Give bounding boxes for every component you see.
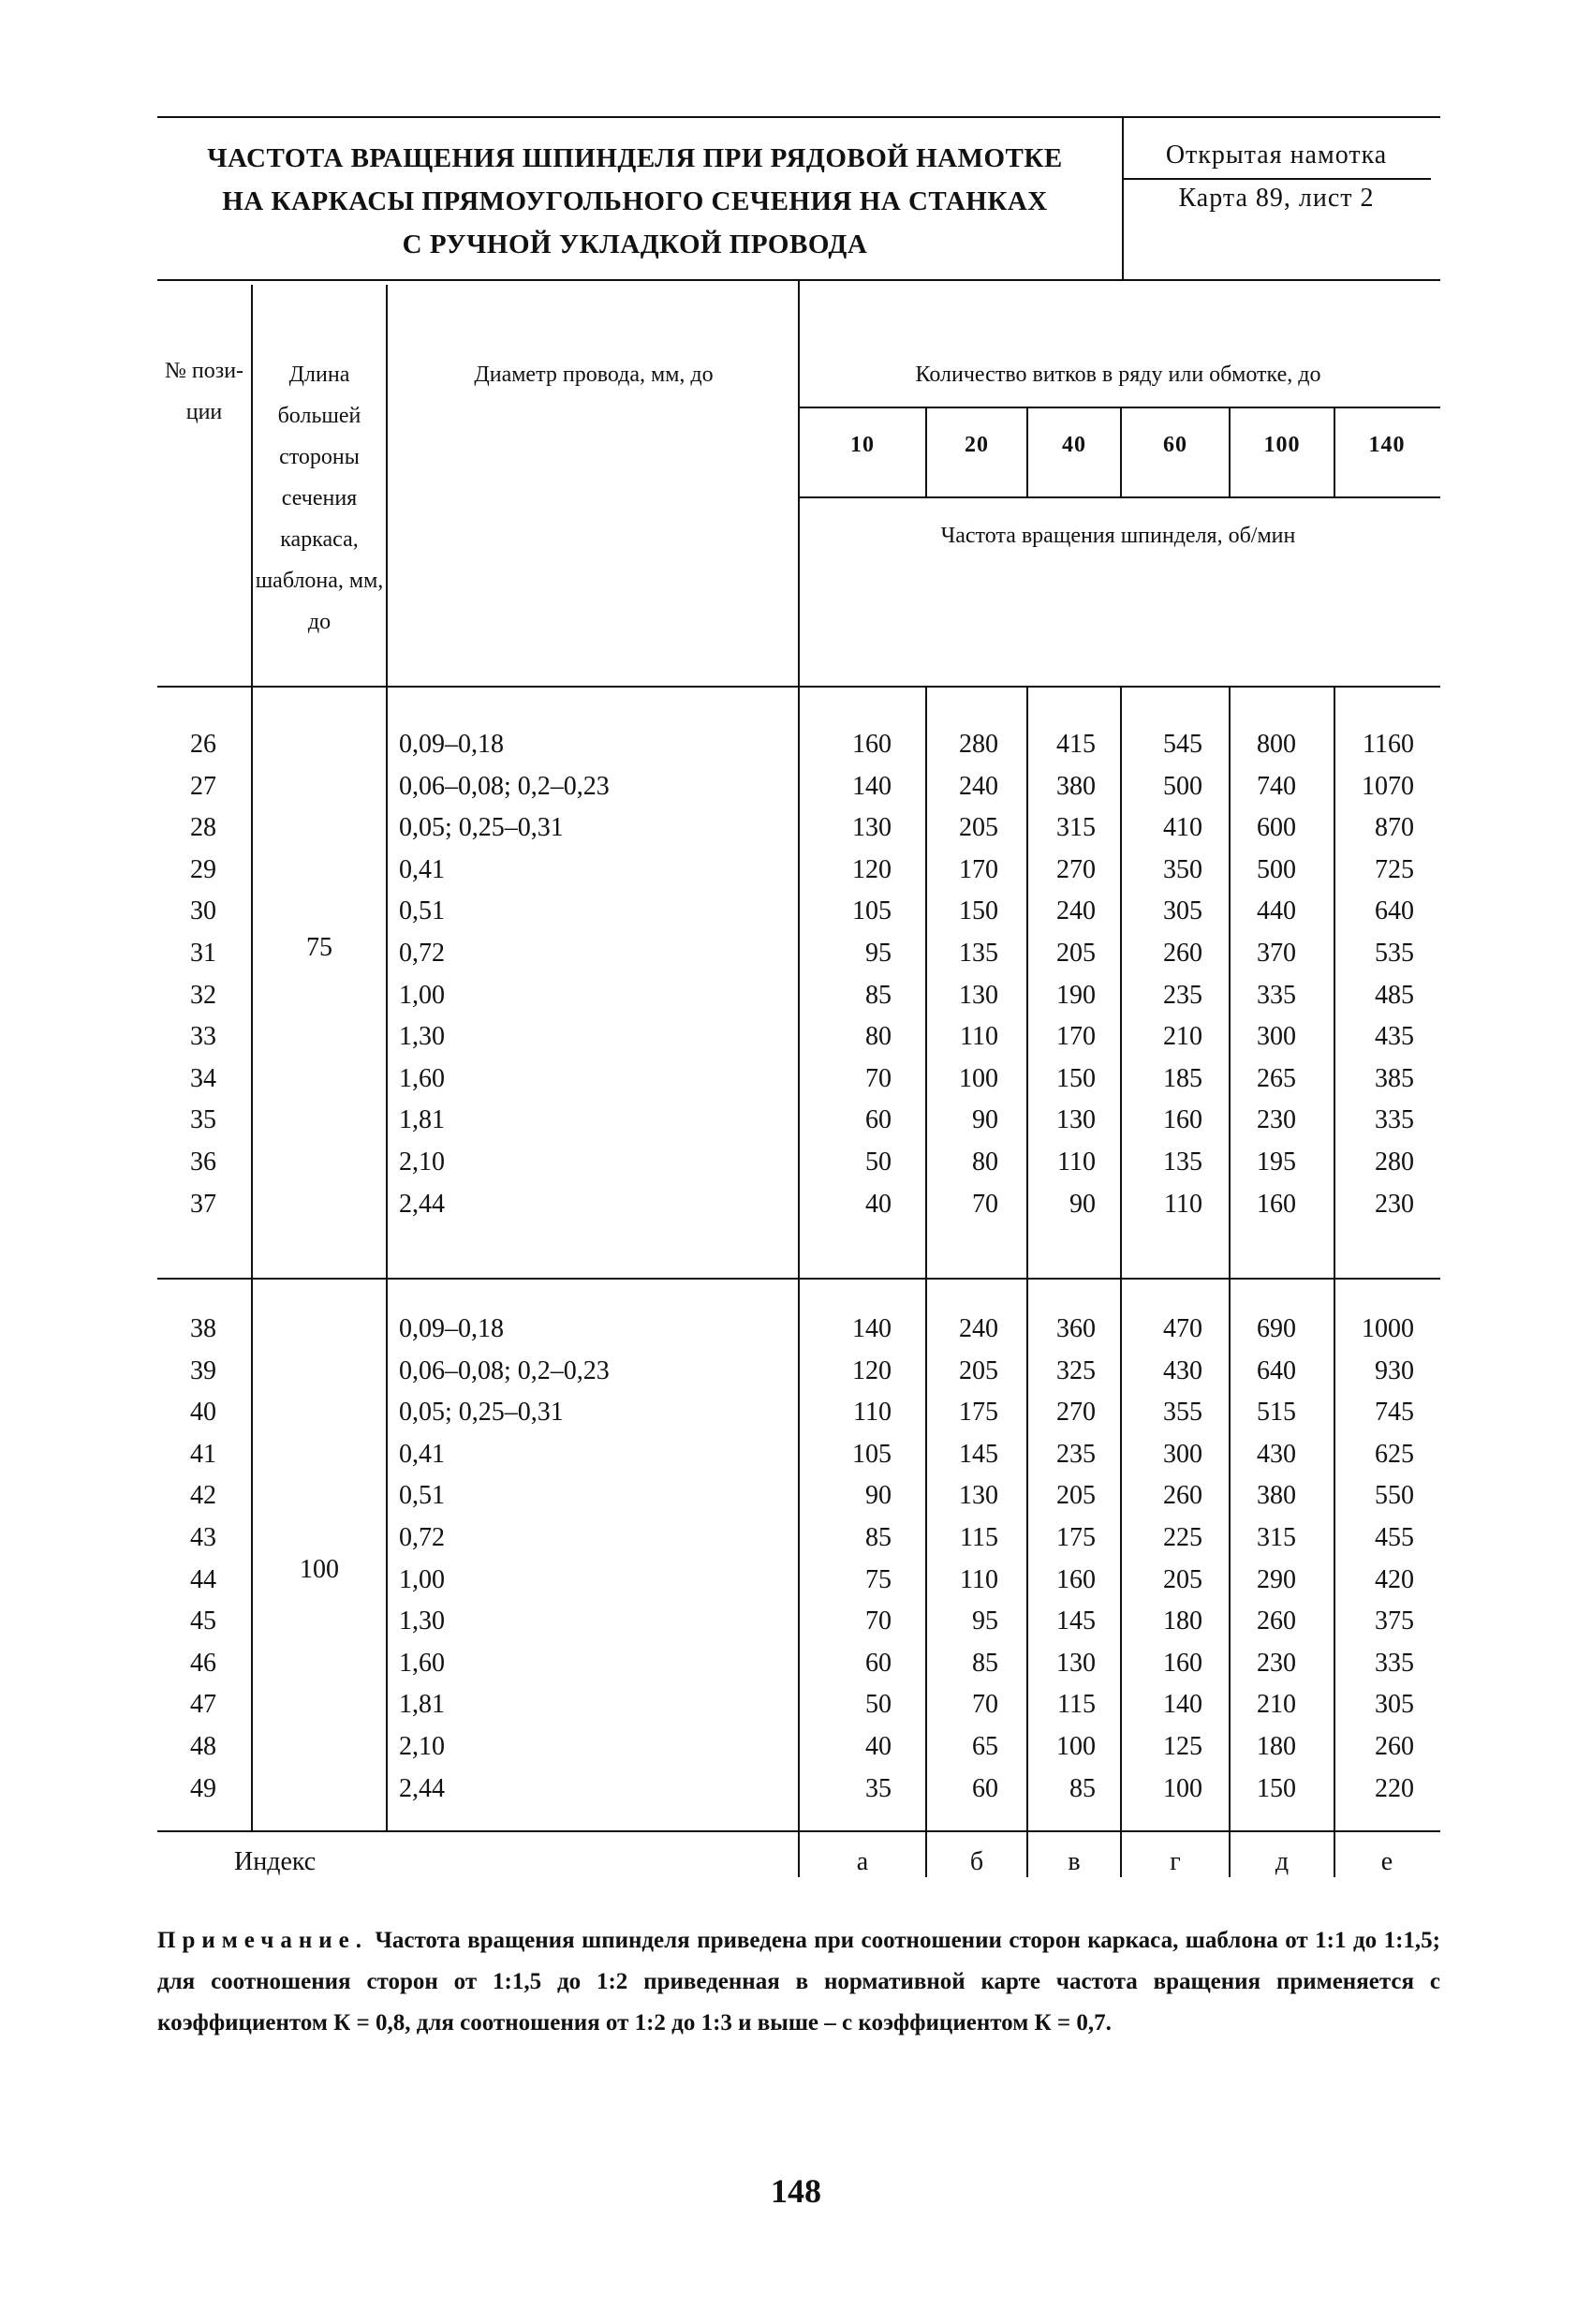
row-frequency-value: 470 — [1163, 1314, 1202, 1343]
row-frequency-value: 70 — [865, 1606, 892, 1636]
row-frequency-value: 205 — [959, 1355, 998, 1385]
row-frequency-value: 930 — [1375, 1355, 1414, 1385]
row-frequency-value: 335 — [1257, 980, 1296, 1010]
row-diameter: 2,44 — [399, 1189, 445, 1219]
row-frequency-value: 205 — [1056, 939, 1096, 968]
row-diameter: 2,10 — [399, 1147, 445, 1177]
row-frequency-value: 140 — [852, 1314, 892, 1343]
row-frequency-value: 105 — [852, 896, 892, 926]
row-frequency-value: 70 — [972, 1690, 998, 1720]
row-frequency-value: 230 — [1257, 1105, 1296, 1135]
row-frequency-value: 260 — [1163, 1481, 1202, 1511]
row-frequency-value: 225 — [1163, 1523, 1202, 1552]
title-line-1: ЧАСТОТА ВРАЩЕНИЯ ШПИНДЕЛЯ ПРИ РЯДОВОЙ НАМОТКЕ — [207, 143, 1063, 173]
row-frequency-value: 305 — [1163, 896, 1202, 926]
row-frequency-value: 160 — [852, 730, 892, 759]
row-diameter: 0,05; 0,25–0,31 — [399, 813, 564, 843]
col-line-diameter — [386, 285, 388, 1830]
row-frequency-value: 290 — [1257, 1564, 1296, 1594]
row-frequency-value: 1070 — [1362, 771, 1414, 801]
row-frequency-value: 300 — [1257, 1022, 1296, 1052]
index-g: г — [1170, 1847, 1181, 1876]
row-frequency-value: 315 — [1056, 813, 1096, 843]
row-frequency-value: 335 — [1375, 1648, 1414, 1678]
row-diameter: 1,00 — [399, 980, 445, 1010]
footnote-label: Примечание. — [157, 1928, 369, 1953]
row-frequency-value: 235 — [1163, 980, 1202, 1010]
row-frequency-value: 110 — [1164, 1189, 1202, 1219]
header-length: Длина большей стороны сечения каркаса, шаблона, мм, до — [255, 363, 384, 634]
row-position: 44 — [190, 1564, 216, 1594]
row-diameter: 0,06–0,08; 0,2–0,23 — [399, 771, 610, 801]
top-rule — [157, 116, 1440, 118]
row-frequency-value: 220 — [1375, 1773, 1414, 1803]
index-label: Индекс — [234, 1847, 317, 1876]
row-frequency-value: 65 — [972, 1732, 998, 1761]
row-frequency-value: 85 — [972, 1648, 998, 1678]
row-diameter: 0,72 — [399, 939, 445, 968]
row-frequency-value: 130 — [959, 980, 998, 1010]
row-frequency-value: 415 — [1056, 730, 1096, 759]
row-frequency-value: 150 — [1056, 1063, 1096, 1093]
row-diameter: 2,44 — [399, 1773, 445, 1803]
turns-column-40: 40 — [1062, 433, 1086, 457]
row-frequency-value: 50 — [865, 1147, 892, 1177]
row-position: 49 — [190, 1773, 216, 1803]
row-frequency-value: 90 — [972, 1105, 998, 1135]
row-frequency-value: 130 — [959, 1481, 998, 1511]
row-frequency-value: 120 — [852, 1355, 892, 1385]
row-frequency-value: 385 — [1375, 1063, 1414, 1093]
row-position: 36 — [190, 1147, 216, 1177]
row-frequency-value: 160 — [1257, 1189, 1296, 1219]
group-length-100: 100 — [300, 1555, 339, 1584]
row-frequency-value: 455 — [1375, 1523, 1414, 1552]
index-e: е — [1380, 1847, 1393, 1876]
row-frequency-value: 80 — [972, 1147, 998, 1177]
row-diameter: 0,05; 0,25–0,31 — [399, 1398, 564, 1428]
row-frequency-value: 350 — [1163, 854, 1202, 884]
row-position: 40 — [190, 1398, 216, 1428]
row-diameter: 2,10 — [399, 1732, 445, 1761]
row-diameter: 1,81 — [399, 1690, 445, 1720]
row-frequency-value: 80 — [865, 1022, 892, 1052]
row-diameter: 1,30 — [399, 1606, 445, 1636]
row-diameter: 1,00 — [399, 1564, 445, 1594]
row-frequency-value: 40 — [865, 1189, 892, 1219]
row-frequency-value: 265 — [1257, 1063, 1296, 1093]
row-frequency-value: 60 — [865, 1105, 892, 1135]
row-frequency-value: 125 — [1163, 1732, 1202, 1761]
row-frequency-value: 180 — [1163, 1606, 1202, 1636]
row-frequency-value: 90 — [1069, 1189, 1096, 1219]
row-frequency-value: 270 — [1056, 854, 1096, 884]
row-position: 43 — [190, 1523, 216, 1552]
row-frequency-value: 40 — [865, 1732, 892, 1761]
row-frequency-value: 110 — [1057, 1147, 1096, 1177]
row-frequency-value: 280 — [1375, 1147, 1414, 1177]
row-frequency-value: 240 — [959, 1314, 998, 1343]
row-frequency-value: 190 — [1056, 980, 1096, 1010]
row-diameter: 0,09–0,18 — [399, 1314, 504, 1343]
row-frequency-value: 1160 — [1363, 730, 1414, 759]
title-line-3: С РУЧНОЙ УКЛАДКОЙ ПРОВОДА — [402, 229, 868, 259]
title-line-2: НА КАРКАСЫ ПРЯМОУГОЛЬНОГО СЕЧЕНИЯ НА СТАНКАХ — [222, 186, 1048, 216]
row-frequency-value: 300 — [1163, 1439, 1202, 1469]
row-frequency-value: 145 — [959, 1439, 998, 1469]
row-frequency-value: 260 — [1375, 1732, 1414, 1761]
row-frequency-value: 740 — [1257, 771, 1296, 801]
row-frequency-value: 90 — [865, 1481, 892, 1511]
row-frequency-value: 325 — [1056, 1355, 1096, 1385]
row-frequency-value: 175 — [1056, 1523, 1096, 1552]
row-frequency-value: 375 — [1375, 1606, 1414, 1636]
row-frequency-value: 745 — [1375, 1398, 1414, 1428]
row-position: 39 — [190, 1355, 216, 1385]
row-frequency-value: 430 — [1257, 1439, 1296, 1469]
row-diameter: 0,51 — [399, 1481, 445, 1511]
row-diameter: 0,72 — [399, 1523, 445, 1552]
row-frequency-value: 270 — [1056, 1398, 1096, 1428]
row-frequency-value: 690 — [1257, 1314, 1296, 1343]
row-frequency-value: 70 — [865, 1063, 892, 1093]
row-frequency-value: 360 — [1056, 1314, 1096, 1343]
row-frequency-value: 95 — [865, 939, 892, 968]
row-frequency-value: 380 — [1056, 771, 1096, 801]
row-frequency-value: 100 — [959, 1063, 998, 1093]
row-frequency-value: 230 — [1375, 1189, 1414, 1219]
row-frequency-value: 120 — [852, 854, 892, 884]
row-frequency-value: 110 — [853, 1398, 892, 1428]
row-frequency-value: 130 — [852, 813, 892, 843]
row-frequency-value: 85 — [865, 980, 892, 1010]
row-frequency-value: 185 — [1163, 1063, 1202, 1093]
row-diameter: 1,60 — [399, 1648, 445, 1678]
turns-column-60: 60 — [1163, 433, 1187, 457]
row-frequency-value: 205 — [1163, 1564, 1202, 1594]
row-diameter: 0,06–0,08; 0,2–0,23 — [399, 1355, 610, 1385]
row-diameter: 1,60 — [399, 1063, 445, 1093]
row-diameter: 1,30 — [399, 1022, 445, 1052]
turns-column-140: 140 — [1368, 433, 1406, 457]
row-position: 48 — [190, 1732, 216, 1761]
row-frequency-value: 75 — [865, 1564, 892, 1594]
row-position: 41 — [190, 1439, 216, 1469]
row-frequency-value: 100 — [1056, 1732, 1096, 1761]
page-number: 148 — [771, 2172, 821, 2210]
row-frequency-value: 545 — [1163, 730, 1202, 759]
footnote-text: Частота вращения шпинделя приведена при соотношении сторон каркаса, шаблона от 1:1 до 1:1,5; для соотношения сторон от 1:1,5 до 1:2 приведенная в нормативной карте частота вращения применяется с коэффициентом К = 0,8, для соотношения от 1:2 до 1:3 и выше – с коэффициентом К = 0,7. — [157, 1928, 1441, 2035]
row-frequency-value: 60 — [865, 1648, 892, 1678]
turns-columns-rule — [800, 496, 1440, 498]
row-frequency-value: 1000 — [1362, 1314, 1414, 1343]
row-frequency-value: 355 — [1163, 1398, 1202, 1428]
row-frequency-value: 305 — [1375, 1690, 1414, 1720]
row-diameter: 0,41 — [399, 854, 445, 884]
turns-column-20: 20 — [965, 433, 989, 457]
row-diameter: 0,09–0,18 — [399, 730, 504, 759]
turns-column-10: 10 — [850, 433, 875, 457]
row-diameter: 1,81 — [399, 1105, 445, 1135]
row-position: 34 — [190, 1063, 216, 1093]
row-frequency-value: 515 — [1257, 1398, 1296, 1428]
row-frequency-value: 435 — [1375, 1022, 1414, 1052]
row-frequency-value: 240 — [959, 771, 998, 801]
row-frequency-value: 535 — [1375, 939, 1414, 968]
row-frequency-value: 105 — [852, 1439, 892, 1469]
row-position: 42 — [190, 1481, 216, 1511]
row-frequency-value: 315 — [1257, 1523, 1296, 1552]
header-position: № пози- ции — [164, 359, 244, 424]
row-frequency-value: 260 — [1163, 939, 1202, 968]
footnote — [157, 1920, 1440, 2044]
row-frequency-value: 195 — [1257, 1147, 1296, 1177]
row-position: 38 — [190, 1314, 216, 1343]
row-diameter: 0,51 — [399, 896, 445, 926]
row-frequency-value: 160 — [1163, 1105, 1202, 1135]
row-frequency-value: 95 — [972, 1606, 998, 1636]
row-frequency-value: 230 — [1257, 1648, 1296, 1678]
row-position: 31 — [190, 939, 216, 968]
row-frequency-value: 240 — [1056, 896, 1096, 926]
row-frequency-value: 600 — [1257, 813, 1296, 843]
row-frequency-value: 370 — [1257, 939, 1296, 968]
row-position: 37 — [190, 1189, 216, 1219]
row-frequency-value: 485 — [1375, 980, 1414, 1010]
index-a: а — [856, 1847, 869, 1876]
row-frequency-value: 85 — [865, 1523, 892, 1552]
row-frequency-value: 70 — [972, 1189, 998, 1219]
row-frequency-value: 140 — [1163, 1690, 1202, 1720]
index-v: в — [1068, 1847, 1081, 1876]
row-frequency-value: 625 — [1375, 1439, 1414, 1469]
row-frequency-value: 380 — [1257, 1481, 1296, 1511]
row-frequency-value: 640 — [1257, 1355, 1296, 1385]
row-frequency-value: 115 — [960, 1523, 998, 1552]
row-frequency-value: 145 — [1056, 1606, 1096, 1636]
row-frequency-value: 440 — [1257, 896, 1296, 926]
row-frequency-value: 160 — [1056, 1564, 1096, 1594]
row-position: 32 — [190, 980, 216, 1010]
row-frequency-value: 725 — [1375, 854, 1414, 884]
index-b: б — [969, 1847, 984, 1876]
card-divider — [1122, 178, 1431, 180]
document-title — [157, 137, 1113, 266]
row-frequency-value: 85 — [1069, 1773, 1096, 1803]
turns-column-100: 100 — [1263, 433, 1301, 457]
row-position: 30 — [190, 896, 216, 926]
row-frequency-value: 280 — [959, 730, 998, 759]
row-frequency-value: 210 — [1163, 1022, 1202, 1052]
row-frequency-value: 235 — [1056, 1439, 1096, 1469]
group-length-75: 75 — [306, 933, 332, 962]
row-frequency-value: 130 — [1056, 1648, 1096, 1678]
row-frequency-value: 150 — [1257, 1773, 1296, 1803]
row-frequency-value: 135 — [959, 939, 998, 968]
row-position: 47 — [190, 1690, 216, 1720]
index-d: д — [1275, 1847, 1290, 1876]
row-frequency-value: 870 — [1375, 813, 1414, 843]
row-frequency-value: 110 — [960, 1564, 998, 1594]
header-diameter: Диаметр провода, мм, до — [474, 363, 714, 387]
card-type: Открытая намотка — [1165, 141, 1388, 170]
row-frequency-value: 800 — [1257, 730, 1296, 759]
row-frequency-value: 50 — [865, 1690, 892, 1720]
row-frequency-value: 110 — [960, 1022, 998, 1052]
row-frequency-value: 60 — [972, 1773, 998, 1803]
row-frequency-value: 130 — [1056, 1105, 1096, 1135]
header-turns: Количество витков в ряду или обмотке, до — [915, 363, 1321, 387]
row-position: 33 — [190, 1022, 216, 1052]
row-frequency-value: 210 — [1257, 1690, 1296, 1720]
row-frequency-value: 160 — [1163, 1648, 1202, 1678]
row-position: 26 — [190, 730, 216, 759]
row-frequency-value: 205 — [959, 813, 998, 843]
row-frequency-value: 140 — [852, 771, 892, 801]
card-number: Карта 89, лист 2 — [1178, 184, 1375, 213]
row-frequency-value: 640 — [1375, 896, 1414, 926]
row-frequency-value: 500 — [1257, 854, 1296, 884]
row-frequency-value: 500 — [1163, 771, 1202, 801]
row-frequency-value: 115 — [1057, 1690, 1096, 1720]
row-position: 29 — [190, 854, 216, 884]
row-position: 28 — [190, 813, 216, 843]
row-frequency-value: 100 — [1163, 1773, 1202, 1803]
header-frequency: Частота вращения шпинделя, об/мин — [940, 524, 1296, 548]
row-frequency-value: 170 — [1056, 1022, 1096, 1052]
row-frequency-value: 170 — [959, 854, 998, 884]
row-frequency-value: 550 — [1375, 1481, 1414, 1511]
row-frequency-value: 260 — [1257, 1606, 1296, 1636]
row-frequency-value: 205 — [1056, 1481, 1096, 1511]
row-frequency-value: 175 — [959, 1398, 998, 1428]
row-frequency-value: 420 — [1375, 1564, 1414, 1594]
row-position: 27 — [190, 771, 216, 801]
row-position: 45 — [190, 1606, 216, 1636]
row-position: 46 — [190, 1648, 216, 1678]
row-frequency-value: 135 — [1163, 1147, 1202, 1177]
row-frequency-value: 35 — [865, 1773, 892, 1803]
row-diameter: 0,41 — [399, 1439, 445, 1469]
row-frequency-value: 180 — [1257, 1732, 1296, 1761]
row-frequency-value: 150 — [959, 896, 998, 926]
row-frequency-value: 430 — [1163, 1355, 1202, 1385]
row-frequency-value: 335 — [1375, 1105, 1414, 1135]
row-frequency-value: 410 — [1163, 813, 1202, 843]
row-position: 35 — [190, 1105, 216, 1135]
